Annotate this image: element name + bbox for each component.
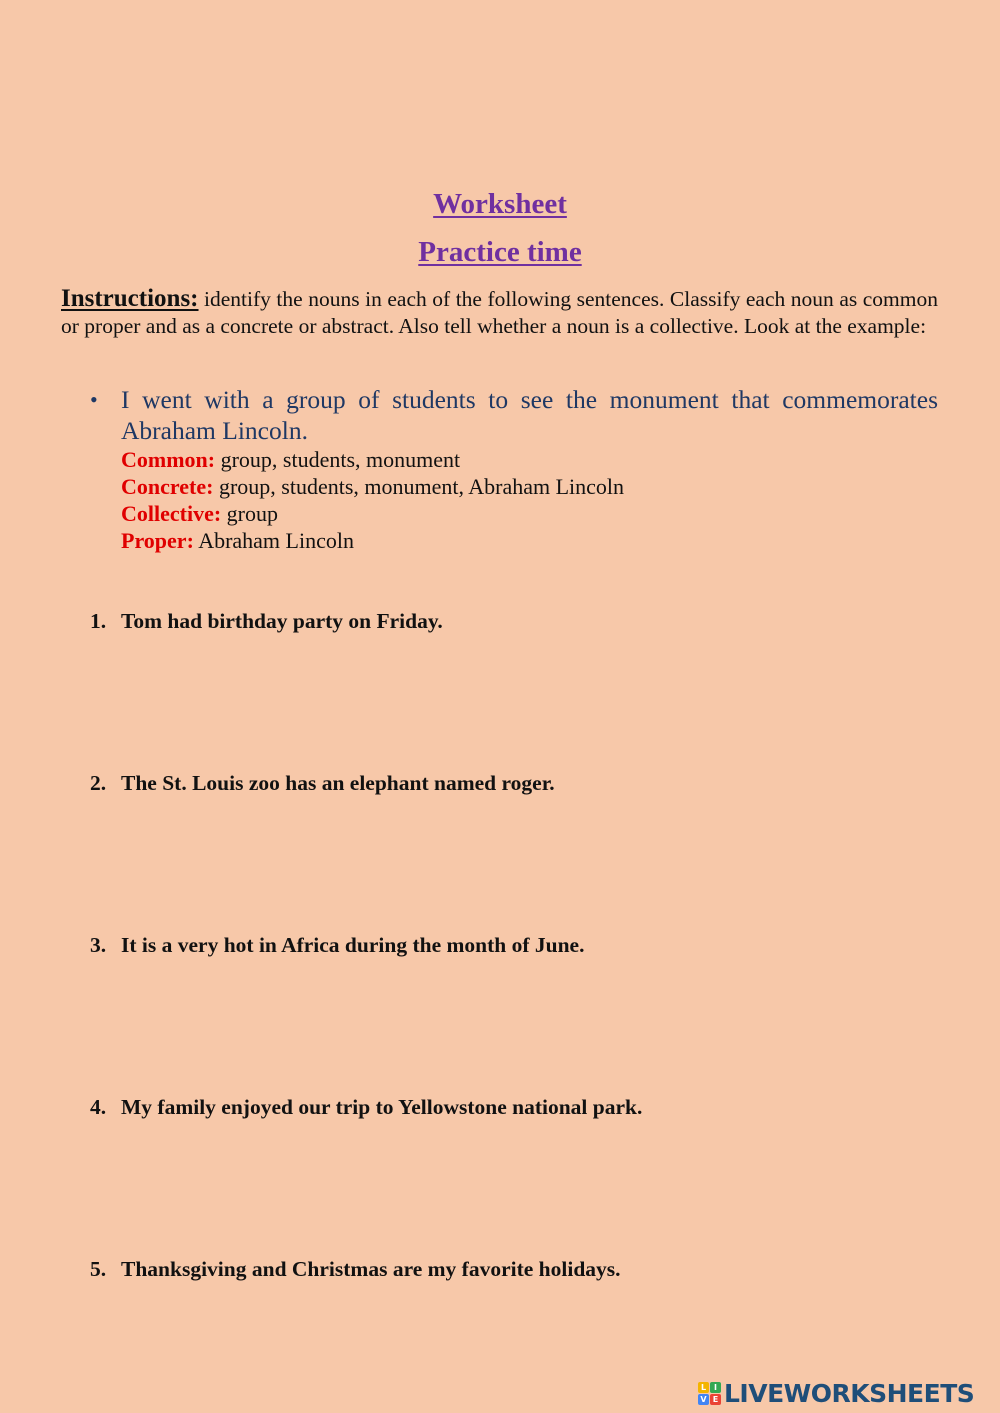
answer-value: group, students, monument	[215, 447, 461, 472]
worksheet-title: Worksheet	[433, 188, 567, 220]
question-3	[90, 935, 584, 957]
answer-common	[121, 446, 938, 473]
answer-concrete	[121, 473, 938, 500]
answer-proper	[121, 527, 938, 554]
example-sentence	[121, 384, 938, 446]
logo-letter: L	[698, 1382, 709, 1393]
instructions-text: identify the nouns in each of the following sentences. Classify each noun as common or proper and as a concrete or abstract. Also tell whether a noun is a collective. Look at the example:	[61, 287, 938, 338]
bullet-icon: •	[90, 387, 98, 412]
answer-collective	[121, 500, 938, 527]
question-1	[90, 611, 443, 633]
answer-value: group, students, monument, Abraham Lincoln	[213, 474, 625, 499]
answer-value: Abraham Lincoln	[193, 528, 354, 553]
question-number: 5.	[90, 1257, 107, 1281]
question-number: 4.	[90, 1095, 107, 1119]
question-4	[90, 1097, 642, 1119]
liveworksheets-logo	[698, 1377, 974, 1409]
answer-label: Collective:	[121, 501, 222, 526]
question-5	[90, 1259, 621, 1281]
question-number: 1.	[90, 609, 107, 633]
example-block	[90, 384, 938, 554]
logo-letter: I	[710, 1382, 721, 1393]
answer-label: Proper:	[121, 528, 194, 553]
logo-letter: V	[698, 1394, 709, 1405]
question-number: 3.	[90, 933, 107, 957]
question-text: Thanksgiving and Christmas are my favorite holidays.	[121, 1257, 621, 1281]
answer-label: Common:	[121, 447, 216, 472]
question-2	[90, 773, 555, 795]
question-text: It is a very hot in Africa during the month of June.	[121, 933, 585, 957]
question-text: My family enjoyed our trip to Yellowstone national park.	[121, 1095, 643, 1119]
question-text: Tom had birthday party on Friday.	[121, 609, 443, 633]
question-number: 2.	[90, 771, 107, 795]
logo-text: LIVEWORKSHEETS	[724, 1378, 975, 1408]
example-sentence-line-2: Abraham Lincoln.	[121, 416, 308, 445]
answer-label: Concrete:	[121, 474, 214, 499]
example-sentence-line-1: I went with a group of students to see the monument that commemorates	[121, 385, 938, 414]
question-text: The St. Louis zoo has an elephant named roger.	[121, 771, 555, 795]
instructions-paragraph	[61, 285, 938, 340]
logo-mark-icon	[698, 1382, 721, 1405]
logo-letter: E	[710, 1394, 721, 1405]
answer-value: group	[221, 501, 278, 526]
worksheet-subtitle: Practice time	[418, 236, 582, 268]
instructions-label: Instructions:	[61, 285, 199, 312]
